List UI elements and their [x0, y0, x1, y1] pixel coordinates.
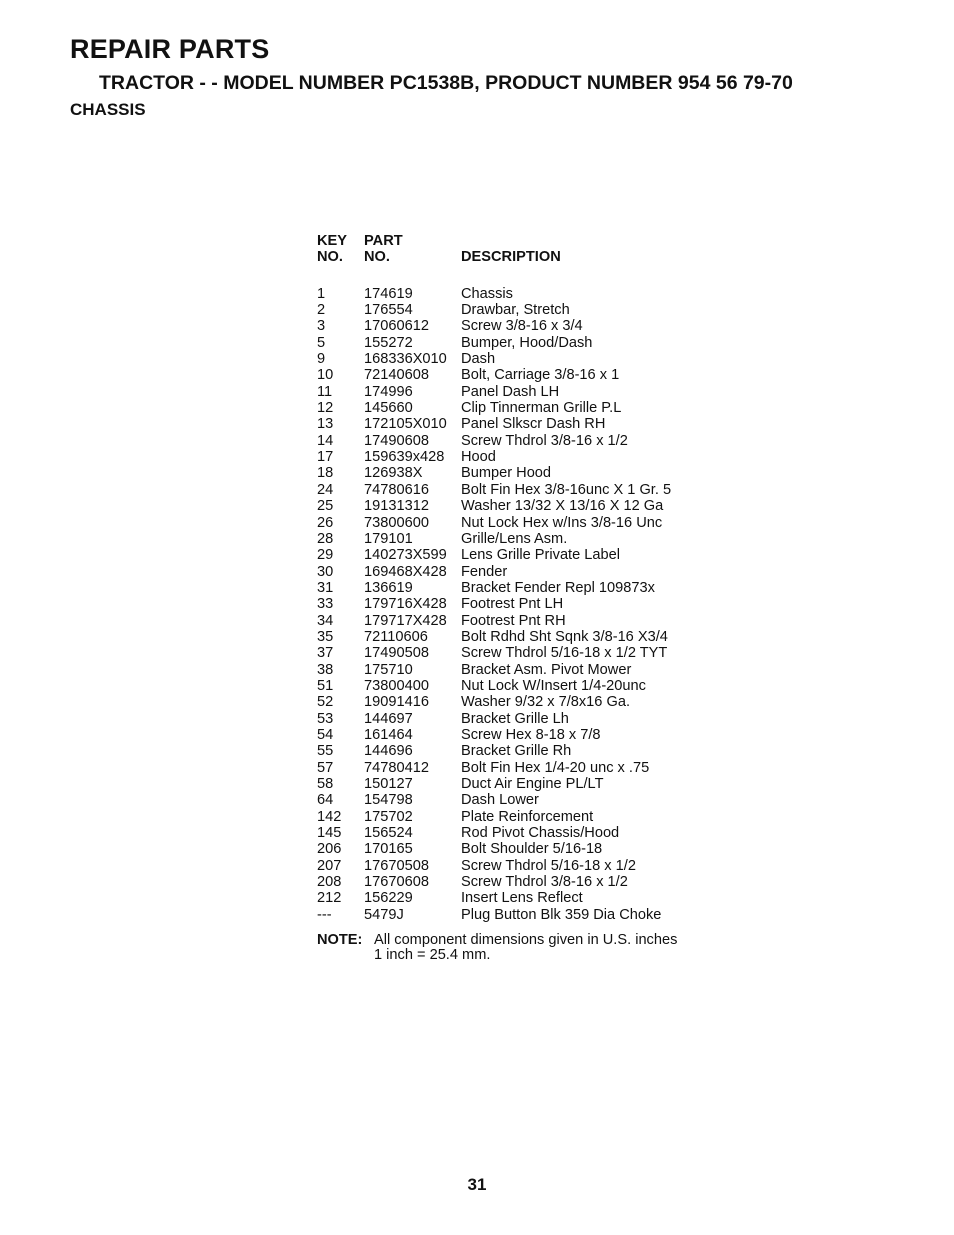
key-cell: 5 [317, 334, 326, 351]
page-title: REPAIR PARTS [70, 34, 270, 64]
part-number-cell: 73800400 [364, 677, 429, 694]
part-number-cell: 155272 [364, 334, 413, 351]
description-cell: Washer 9/32 x 7/8x16 Ga. [461, 694, 630, 711]
part-number-cell: 17490608 [364, 432, 429, 449]
description-cell: Bolt Fin Hex 3/8-16unc X 1 Gr. 5 [461, 481, 672, 498]
key-cell: 34 [317, 612, 334, 629]
key-cell: 25 [317, 498, 334, 515]
key-cell: 207 [317, 857, 342, 874]
key-cell: 55 [317, 743, 334, 760]
part-number-cell: 74780412 [364, 759, 429, 776]
note-text-line1: All component dimensions given in U.S. inches [374, 932, 678, 949]
key-cell: 37 [317, 645, 334, 662]
part-number-cell: 17670508 [364, 857, 429, 874]
description-cell: Footrest Pnt LH [461, 596, 564, 613]
part-number-cell: 179717X428 [364, 612, 447, 629]
key-cell: 11 [317, 383, 333, 400]
key-cell: 64 [317, 792, 334, 809]
description-cell: Bracket Fender Repl 109873x [461, 579, 655, 596]
description-cell: Fender [461, 563, 508, 580]
key-cell: 13 [317, 416, 334, 433]
description-cell: Bumper Hood [461, 465, 552, 482]
part-number-cell: 17060612 [364, 318, 429, 335]
key-cell: --- [317, 906, 332, 923]
part-number-cell: 179716X428 [364, 596, 447, 613]
description-cell: Dash Lower [461, 792, 539, 809]
part-number-cell: 73800600 [364, 514, 429, 531]
part-number-cell: 172105X010 [364, 416, 447, 433]
model-subtitle: TRACTOR - - MODEL NUMBER PC1538B, PRODUCT NUMBER 954 56 79-70 [99, 72, 793, 94]
part-number-cell: 150127 [364, 776, 413, 792]
key-header-line1: KEY [317, 233, 348, 249]
part-header-line2: NO. [364, 249, 390, 266]
description-cell: Panel Dash LH [461, 383, 560, 400]
key-cell: 26 [317, 514, 334, 531]
description-cell: Screw Thdrol 5/16-18 x 1/2 [461, 857, 636, 874]
description-cell: Grille/Lens Asm. [461, 530, 568, 547]
description-cell: Nut Lock Hex w/Ins 3/8-16 Unc [461, 514, 663, 531]
key-header-line2: NO. [317, 249, 343, 266]
description-cell: Clip Tinnerman Grille P.L [461, 400, 622, 417]
part-number-cell: 17490508 [364, 645, 429, 662]
description-cell: Bolt Shoulder 5/16-18 [461, 841, 603, 858]
key-cell: 18 [317, 465, 334, 482]
part-number-cell: 161464 [364, 726, 413, 743]
part-number-cell: 5479J [364, 906, 404, 923]
key-cell: 10 [317, 367, 334, 384]
description-cell: Insert Lens Reflect [461, 890, 583, 907]
part-number-cell: 174996 [364, 383, 413, 400]
description-cell: Bracket Grille Rh [461, 743, 572, 760]
part-header-line1: PART [364, 233, 403, 249]
description-cell: Screw Hex 8-18 x 7/8 [461, 726, 601, 743]
description-cell: Bolt, Carriage 3/8-16 x 1 [461, 367, 620, 384]
key-cell: 9 [317, 351, 326, 368]
part-number-cell: 74780616 [364, 481, 429, 498]
description-cell: Screw Thdrol 3/8-16 x 1/2 [461, 432, 628, 449]
key-cell: 212 [317, 890, 342, 907]
part-number-cell: 159639x428 [364, 449, 445, 466]
part-number-cell: 126938X [364, 465, 423, 482]
part-number-cell: 170165 [364, 841, 413, 858]
note-text-line2: 1 inch = 25.4 mm. [374, 947, 491, 964]
key-cell: 3 [317, 318, 326, 335]
part-number-cell: 19091416 [364, 694, 429, 711]
part-number-cell: 145660 [364, 400, 413, 417]
description-cell: Plate Reinforcement [461, 808, 594, 825]
description-cell: Bracket Grille Lh [461, 710, 569, 727]
key-cell: 2 [317, 302, 326, 319]
description-cell: Bracket Asm. Pivot Mower [461, 661, 632, 678]
description-cell: Drawbar, Stretch [461, 302, 570, 319]
description-cell: Panel Slkscr Dash RH [461, 416, 606, 433]
part-number-cell: 168336X010 [364, 351, 447, 368]
description-cell: Chassis [461, 285, 513, 302]
part-number-cell: 17670608 [364, 874, 429, 891]
key-cell: 24 [317, 481, 334, 498]
key-cell: 206 [317, 841, 342, 858]
part-number-cell: 175710 [364, 661, 413, 678]
description-cell: Duct Air Engine PL/LT [461, 776, 604, 792]
key-cell: 31 [317, 579, 334, 596]
part-number-cell: 179101 [364, 530, 413, 547]
description-cell: Lens Grille Private Label [461, 547, 620, 564]
part-number-cell: 174619 [364, 285, 413, 302]
key-cell: 38 [317, 661, 334, 678]
part-number-cell: 156229 [364, 890, 413, 907]
section-heading: CHASSIS [70, 100, 146, 119]
key-cell: 1 [317, 285, 326, 302]
description-cell: Screw Thdrol 3/8-16 x 1/2 [461, 874, 628, 891]
description-cell: Dash [461, 351, 496, 368]
note-label: NOTE: [317, 932, 363, 949]
key-cell: 208 [317, 874, 342, 891]
key-cell: 17 [317, 449, 334, 466]
key-cell: 51 [317, 677, 334, 694]
page-number: 31 [467, 1175, 487, 1194]
key-cell: 145 [317, 825, 342, 842]
part-number-cell: 136619 [364, 579, 413, 596]
part-number-cell: 19131312 [364, 498, 429, 515]
description-cell: Rod Pivot Chassis/Hood [461, 825, 620, 842]
description-cell: Bolt Fin Hex 1/4-20 unc x .75 [461, 759, 650, 776]
part-number-cell: 169468X428 [364, 563, 447, 580]
description-cell: Plug Button Blk 359 Dia Choke [461, 906, 662, 923]
key-cell: 12 [317, 400, 334, 417]
key-cell: 52 [317, 694, 334, 711]
part-number-cell: 144696 [364, 743, 413, 760]
part-number-cell: 154798 [364, 792, 413, 809]
description-cell: Bumper, Hood/Dash [461, 334, 593, 351]
key-cell: 53 [317, 710, 334, 727]
description-cell: Hood [461, 449, 496, 466]
description-cell: Screw 3/8-16 x 3/4 [461, 318, 583, 335]
description-cell: Nut Lock W/Insert 1/4-20unc [461, 677, 646, 694]
description-cell: Bolt Rdhd Sht Sqnk 3/8-16 X3/4 [461, 628, 668, 645]
part-number-cell: 72110606 [364, 628, 428, 645]
description-cell: Screw Thdrol 5/16-18 x 1/2 TYT [461, 645, 668, 662]
description-cell: Footrest Pnt RH [461, 612, 566, 629]
part-number-cell: 144697 [364, 710, 413, 727]
part-number-cell: 175702 [364, 808, 413, 825]
description-cell: Washer 13/32 X 13/16 X 12 Ga [461, 498, 664, 515]
part-number-cell: 156524 [364, 825, 413, 842]
key-cell: 142 [317, 808, 342, 825]
key-cell: 14 [317, 432, 334, 449]
key-cell: 29 [317, 547, 334, 564]
key-cell: 58 [317, 776, 334, 792]
description-header: DESCRIPTION [461, 249, 561, 266]
part-number-cell: 176554 [364, 302, 413, 319]
key-cell: 54 [317, 726, 334, 743]
key-cell: 57 [317, 759, 334, 776]
part-number-cell: 72140608 [364, 367, 429, 384]
key-cell: 35 [317, 628, 334, 645]
key-cell: 28 [317, 530, 334, 547]
key-cell: 30 [317, 563, 334, 580]
part-number-cell: 140273X599 [364, 547, 447, 564]
key-cell: 33 [317, 596, 334, 613]
